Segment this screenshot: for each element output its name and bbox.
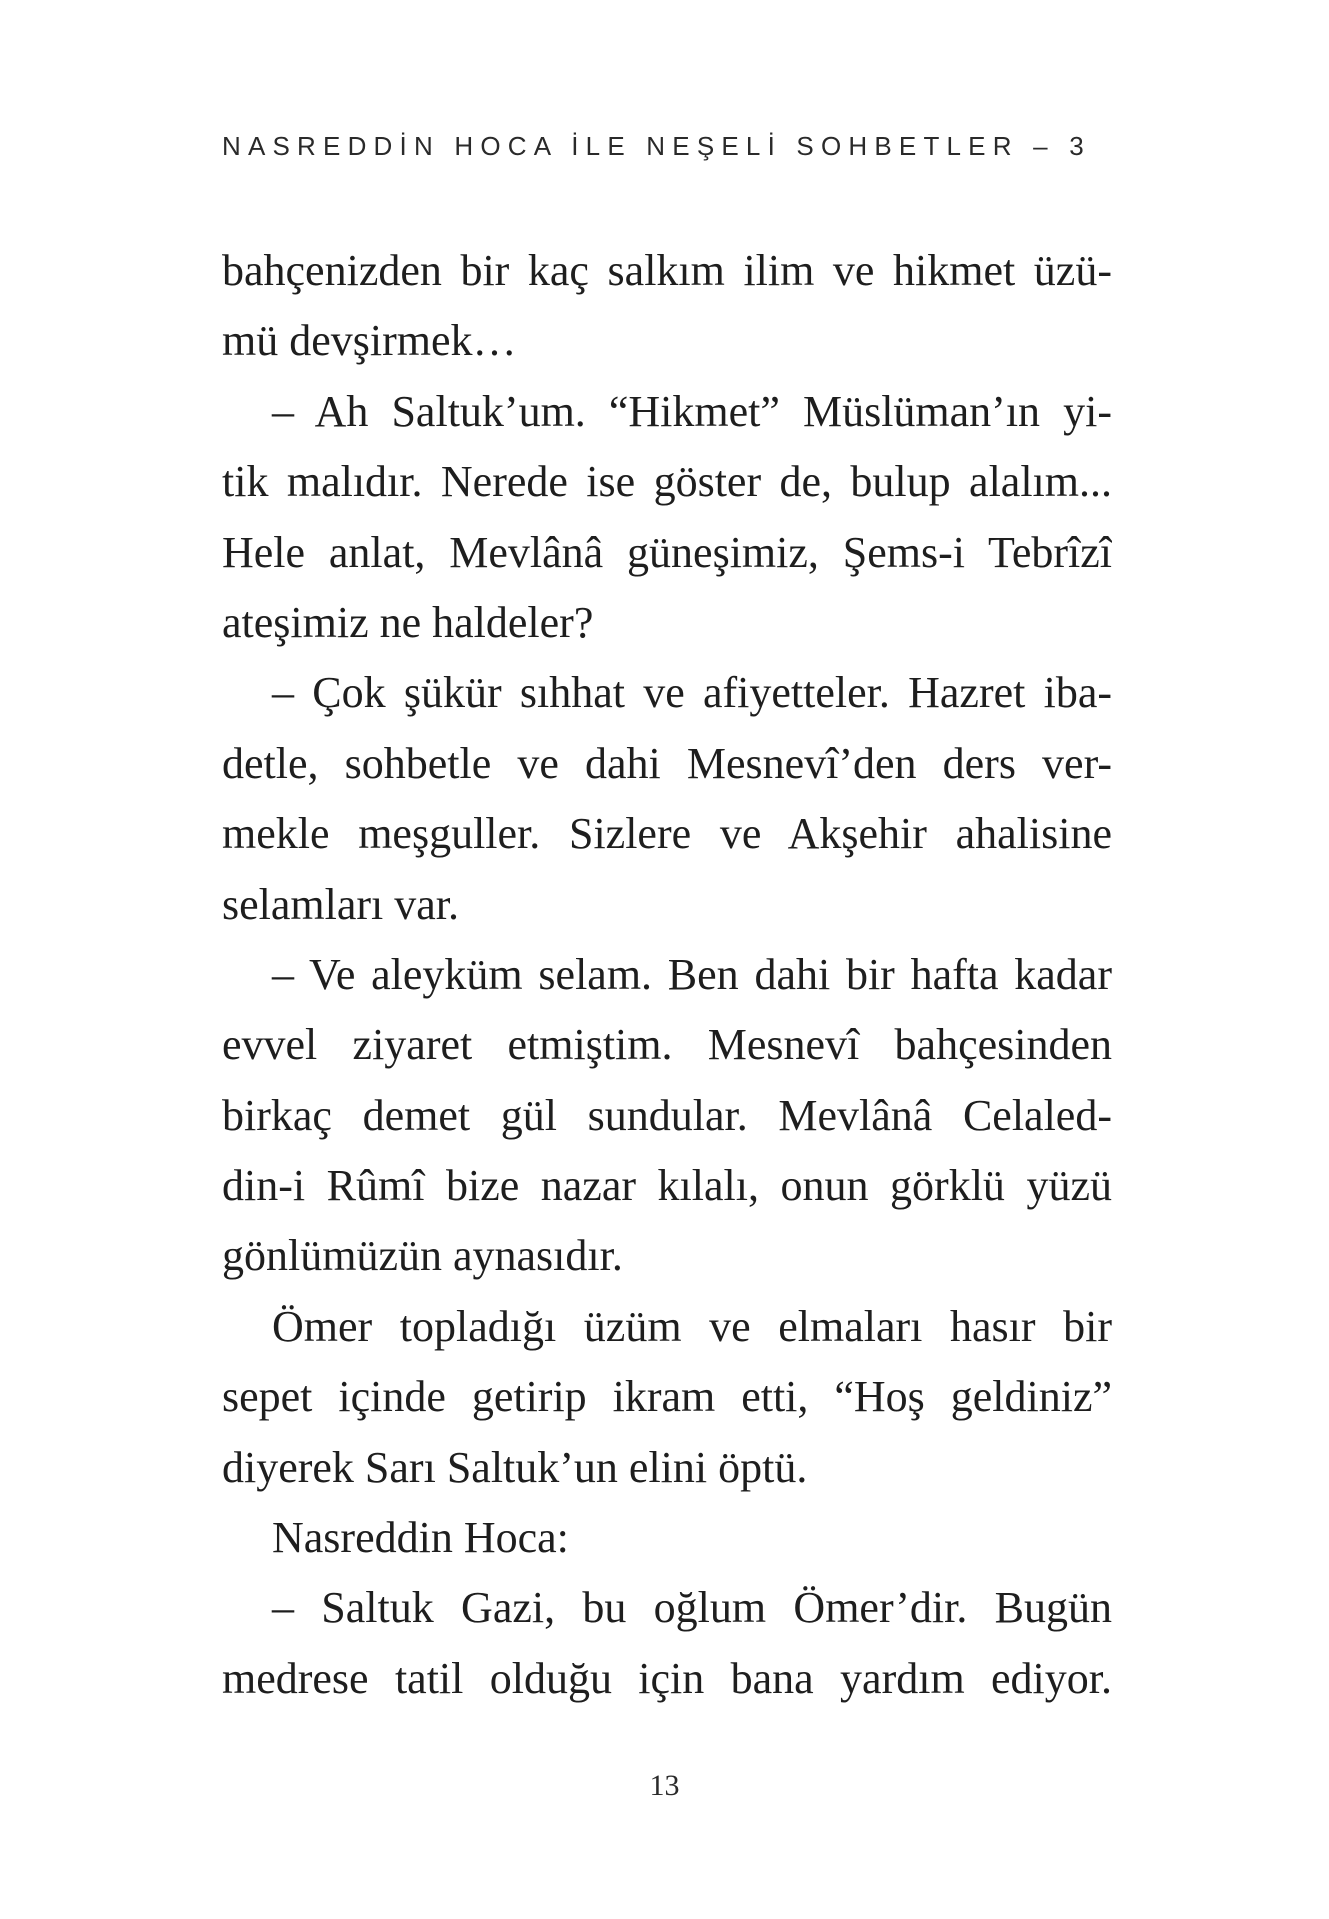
text-line: selamları var. (222, 879, 460, 929)
text-line: sepet içinde getirip ikram etti, “Hoş geldiniz” (222, 1372, 1112, 1422)
text-line: evvel ziyaret etmiştim. Mesnevî bahçesinden (222, 1020, 1112, 1070)
text-line: Hele anlat, Mevlânâ güneşimiz, Şems-i Tebrîzî (222, 527, 1112, 577)
text-line: – Ah Saltuk’um. “Hikmet” Müslüman’ın yi- (272, 386, 1112, 436)
running-head: NASREDDİN HOCA İLE NEŞELİ SOHBETLER – 3 (222, 131, 1091, 161)
text-line: – Ve aleyküm selam. Ben dahi bir hafta kadar (272, 949, 1112, 999)
text-line: Ömer topladığı üzüm ve elmaları hasır bir (272, 1301, 1112, 1351)
text-line: – Çok şükür sıhhat ve afiyetteler. Hazret iba- (272, 668, 1112, 718)
text-line: Nasreddin Hoca: (272, 1513, 569, 1563)
text-line: birkaç demet gül sundular. Mevlânâ Celaled- (222, 1090, 1112, 1140)
text-line: diyerek Sarı Saltuk’un elini öptü. (222, 1442, 808, 1492)
text-line: tik malıdır. Nerede ise göster de, bulup alalım... (222, 457, 1112, 507)
text-line: mü devşirmek… (222, 316, 517, 366)
text-line: din-i Rûmî bize nazar kılalı, onun görklü yüzü (222, 1161, 1112, 1211)
page-number: 13 (649, 1769, 680, 1802)
text-line: medrese tatil olduğu için bana yardım ediyor. (222, 1653, 1112, 1703)
text-line: ateşimiz ne haldeler? (222, 597, 594, 647)
text-line: bahçenizden bir kaç salkım ilim ve hikmet üzü- (222, 246, 1112, 295)
text-line: detle, sohbetle ve dahi Mesnevî’den ders ver- (222, 738, 1112, 788)
text-line: gönlümüzün aynasıdır. (222, 1231, 623, 1281)
text-line: – Saltuk Gazi, bu oğlum Ömer’dir. Bugün (272, 1583, 1112, 1633)
text-line: mekle meşguller. Sizlere ve Akşehir ahalisine (222, 809, 1112, 859)
body-text (222, 236, 1112, 1714)
